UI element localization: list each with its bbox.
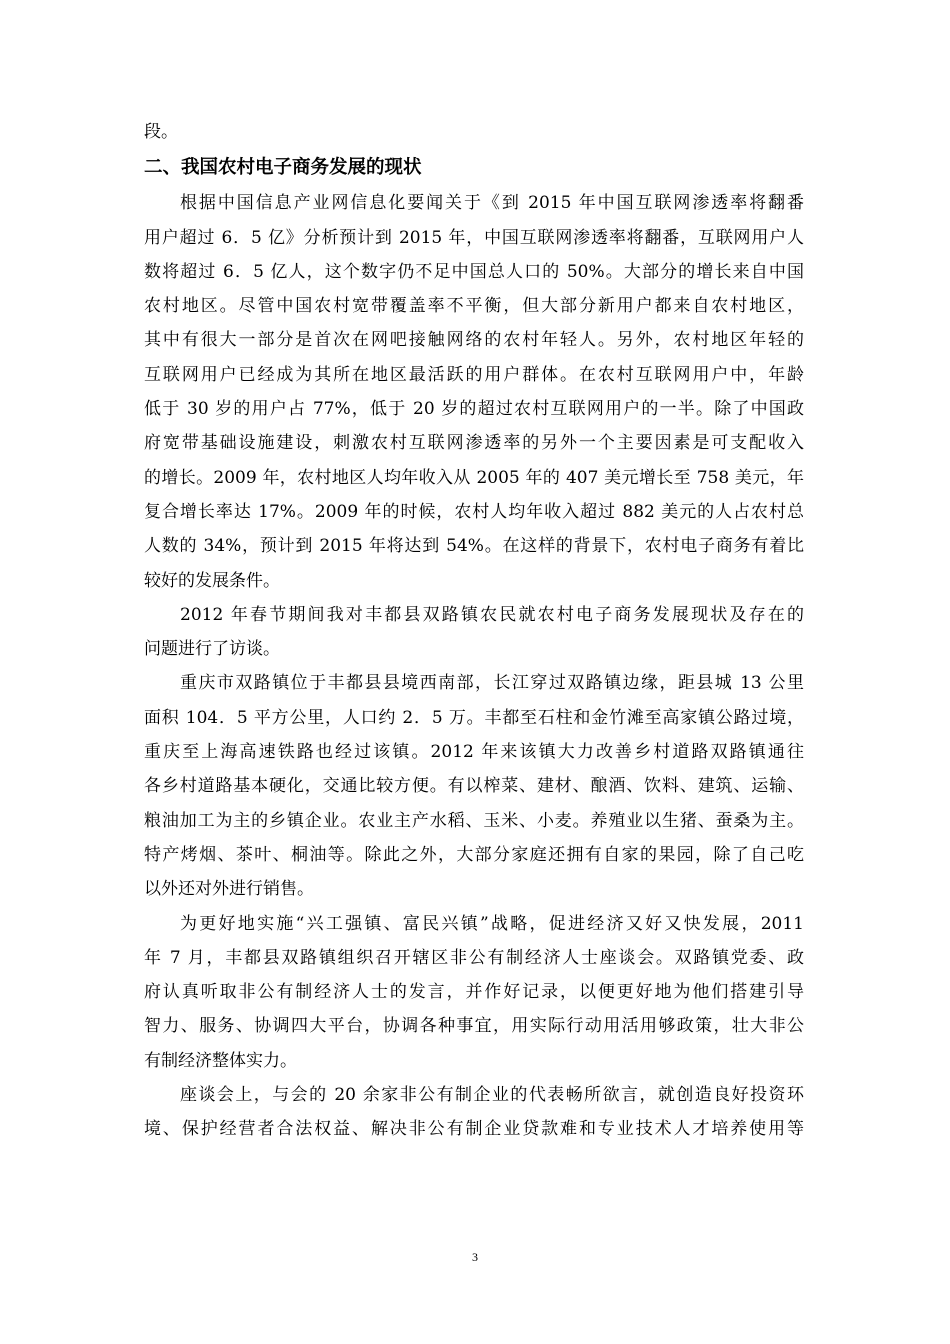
paragraph-line: 互联网用户已经成为其所在地区最活跃的用户群体。在农村互联网用户中，年龄 bbox=[144, 364, 804, 385]
body-text bbox=[144, 186, 804, 1146]
paragraph-line: 问题进行了访谈。 bbox=[144, 639, 280, 660]
section-heading: 二、我国农村电子商务发展的现状 bbox=[144, 157, 422, 179]
paragraph-line: 特产烤烟、茶叶、桐油等。除此之外，大部分家庭还拥有自家的果园，除了自己吃 bbox=[144, 844, 804, 865]
paragraph-line: 用户超过 6．5 亿》分析预计到 2015 年，中国互联网渗透率将翻番，互联网用户人 bbox=[144, 227, 804, 248]
paragraph-line: 各乡村道路基本硬化，交通比较方便。有以榨菜、建材、酿酒、饮料、建筑、运输、 bbox=[144, 776, 804, 797]
paragraph-line: 面积 104．5 平方公里，人口约 2．5 万。丰都至石柱和金竹滩至高家镇公路过境， bbox=[144, 707, 804, 728]
paragraph-line: 人数的 34%，预计到 2015 年将达到 54%。在这样的背景下，农村电子商务有着比 bbox=[144, 536, 804, 557]
paragraph bbox=[144, 907, 804, 1078]
paragraph-line: 其中有很大一部分是首次在网吧接触网络的农村年轻人。另外，农村地区年轻的 bbox=[144, 330, 804, 351]
paragraph-line: 农村地区。尽管中国农村宽带覆盖率不平衡，但大部分新用户都来自农村地区， bbox=[144, 296, 804, 317]
paragraph bbox=[144, 1078, 804, 1147]
paragraph bbox=[144, 186, 804, 598]
document-page bbox=[144, 115, 804, 1147]
paragraph-line: 智力、服务、协调四大平台，协调各种事宜，用实际行动用活用够政策，壮大非公 bbox=[144, 1016, 804, 1037]
paragraph-line: 2012 年春节期间我对丰都县双路镇农民就农村电子商务发展现状及存在的 bbox=[180, 604, 804, 625]
paragraph-line: 数将超过 6．5 亿人，这个数字仍不足中国总人口的 50%。大部分的增长来自中国 bbox=[144, 261, 804, 282]
paragraph bbox=[144, 598, 804, 667]
paragraph-line: 境、保护经营者合法权益、解决非公有制企业贷款难和专业技术人才培养使用等 bbox=[144, 1119, 804, 1140]
paragraph-line: 粮油加工为主的乡镇企业。农业主产水稻、玉米、小麦。养殖业以生猪、蚕桑为主。 bbox=[144, 810, 804, 831]
paragraph-line: 座谈会上，与会的 20 余家非公有制企业的代表畅所欲言，就创造良好投资环 bbox=[180, 1085, 804, 1106]
paragraph-line: 根据中国信息产业网信息化要闻关于《到 2015 年中国互联网渗透率将翻番 bbox=[180, 193, 804, 214]
paragraph-line: 府宽带基础设施建设，刺激农村互联网渗透率的另外一个主要因素是可支配收入 bbox=[144, 433, 804, 454]
paragraph bbox=[144, 666, 804, 906]
paragraph-line: 重庆至上海高速铁路也经过该镇。2012 年来该镇大力改善乡村道路双路镇通往 bbox=[144, 742, 804, 763]
paragraph-line: 重庆市双路镇位于丰都县县境西南部，长江穿过双路镇边缘，距县城 13 公里 bbox=[180, 673, 804, 694]
paragraph-line: 有制经济整体实力。 bbox=[144, 1050, 297, 1071]
opening-fragment: 段。 bbox=[144, 122, 178, 142]
paragraph-line: 为更好地实施“兴工强镇、富民兴镇”战略，促进经济又好又快发展，2011 bbox=[180, 913, 804, 934]
paragraph-line: 以外还对外进行销售。 bbox=[144, 879, 314, 900]
page-number: 3 bbox=[472, 1250, 478, 1264]
paragraph-line: 复合增长率达 17%。2009 年的时候，农村人均年收入超过 882 美元的人占农村总 bbox=[144, 501, 804, 522]
paragraph-line: 府认真听取非公有制经济人士的发言，并作好记录，以便更好地为他们搭建引导 bbox=[144, 982, 804, 1003]
paragraph-line: 年 7 月，丰都县双路镇组织召开辖区非公有制经济人士座谈会。双路镇党委、政 bbox=[144, 947, 804, 968]
paragraph-line: 较好的发展条件。 bbox=[144, 570, 280, 591]
paragraph-line: 低于 30 岁的用户占 77%，低于 20 岁的超过农村互联网用户的一半。除了中国政 bbox=[144, 399, 804, 420]
paragraph-line: 的增长。2009 年，农村地区人均年收入从 2005 年的 407 美元增长至 758 美元，年 bbox=[144, 467, 804, 488]
